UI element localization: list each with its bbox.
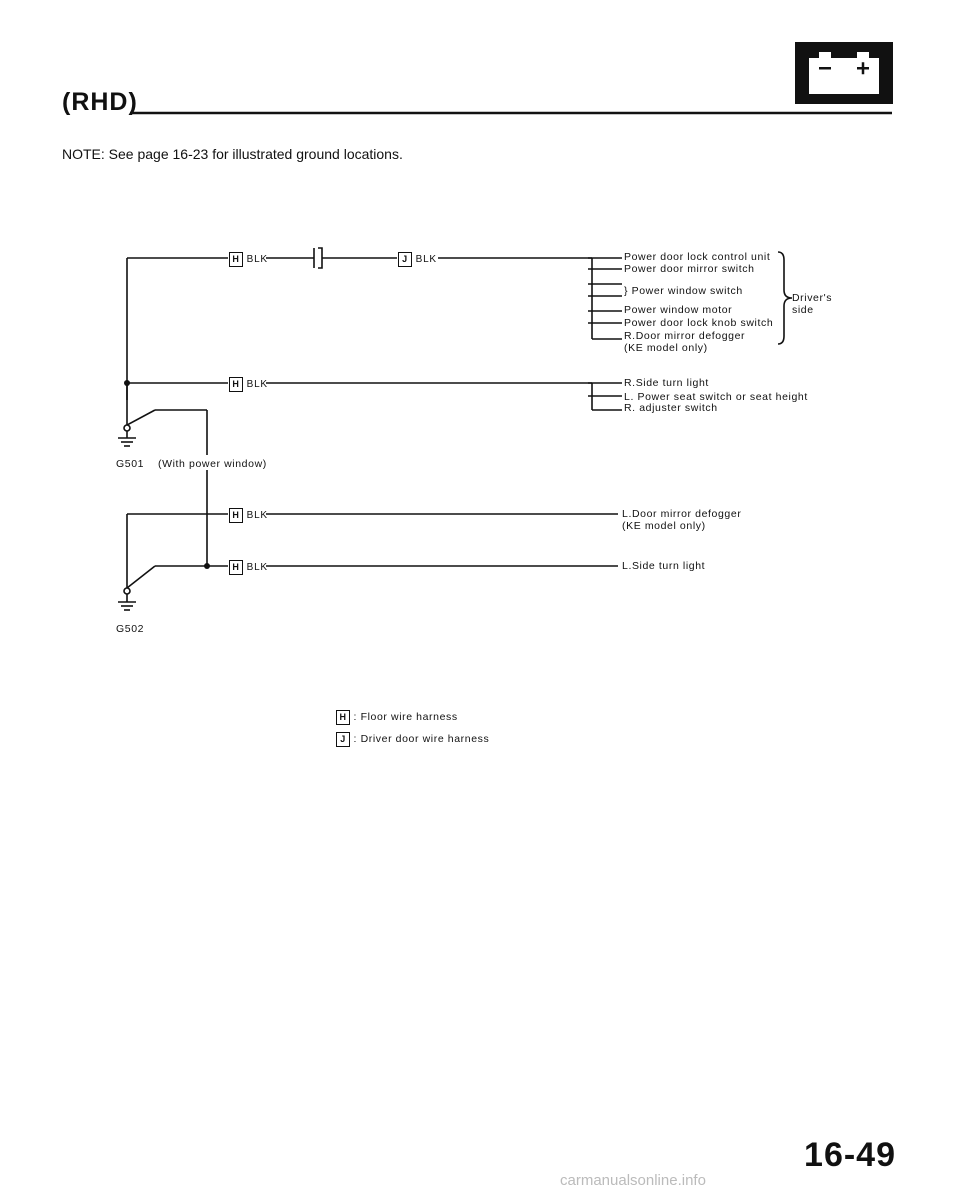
note-text: NOTE: See page 16-23 for illustrated ground locations. [62, 146, 403, 162]
connector-j-icon: J [398, 252, 412, 267]
watermark: carmanualsonline.info [560, 1172, 706, 1189]
load-label: } Power window switch [624, 285, 743, 297]
drivers-side-label: Driver's side [792, 292, 833, 316]
wire-label-j-blk [398, 252, 437, 267]
load-label: Power window motor [624, 304, 733, 316]
legend-item: H : Floor wire harness [336, 710, 458, 725]
load-label: Power door mirror switch [624, 263, 755, 275]
load-label: (KE model only) [624, 342, 708, 354]
connector-h-icon: H [229, 560, 243, 575]
wire-color: BLK [246, 510, 268, 521]
wire-label-h-blk-1 [229, 252, 268, 267]
page-title: (RHD) [62, 88, 138, 116]
load-label: Power door lock knob switch [624, 317, 774, 329]
load-label: Power door lock control unit [624, 251, 771, 263]
connector-j-icon: J [336, 732, 350, 747]
connector-h-icon: H [336, 710, 350, 725]
ground-g502-label: G502 [116, 623, 145, 635]
ground-g501-note: (With power window) [158, 458, 267, 470]
load-label: L.Side turn light [622, 560, 706, 572]
connector-h-icon: H [229, 252, 243, 267]
connector-h-icon: H [229, 377, 243, 392]
load-label: R.Side turn light [624, 377, 709, 389]
wire-color: BLK [246, 379, 268, 390]
wire-label-h-blk-4 [229, 560, 268, 575]
ground-g501-label: G501 [116, 458, 145, 470]
connector-h-icon: H [229, 508, 243, 523]
seat-switch-label: L. Power seat switch or seat height R. adjuster switch [624, 391, 808, 414]
load-label: (KE model only) [622, 520, 706, 532]
wire-color: BLK [246, 254, 268, 265]
wire-label-h-blk-2 [229, 377, 268, 392]
legend-item: J : Driver door wire harness [336, 732, 489, 747]
wire-label-h-blk-3 [229, 508, 268, 523]
wire-color: BLK [415, 254, 437, 265]
load-label: L.Door mirror defogger [622, 508, 742, 520]
load-label-text: Power window switch [631, 285, 743, 297]
wire-color: BLK [246, 562, 268, 573]
load-label: R.Door mirror defogger [624, 330, 746, 342]
page-number: 16-49 [804, 1136, 896, 1174]
